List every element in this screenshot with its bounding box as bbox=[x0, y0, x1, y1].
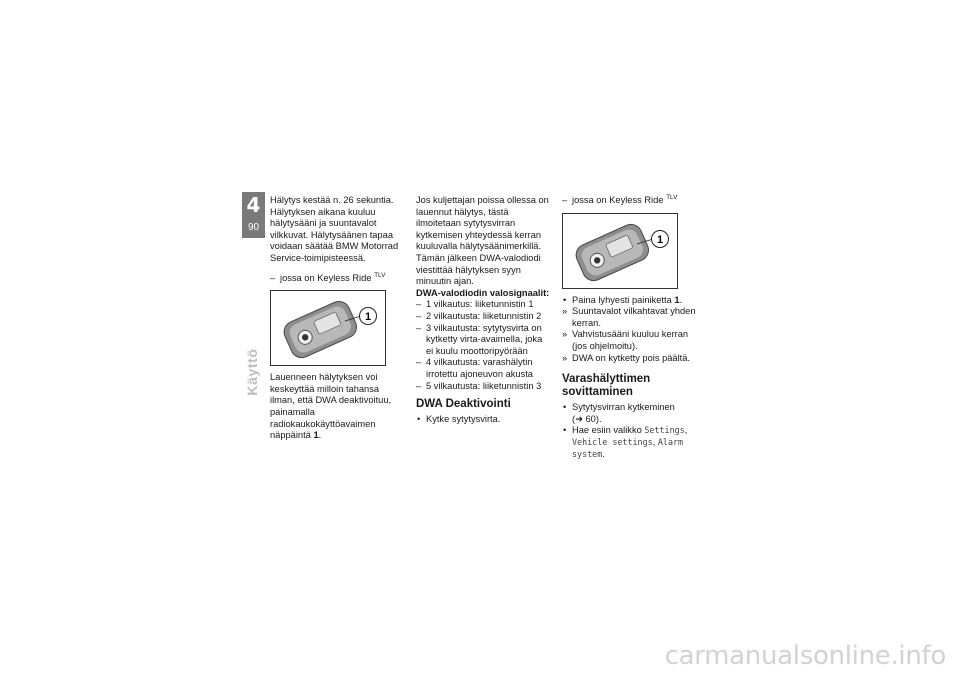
watermark: carmanualsonline.info bbox=[664, 641, 946, 671]
key-fob-figure bbox=[562, 213, 678, 289]
step-item: • Kytke sytytysvirta. bbox=[416, 414, 551, 426]
result-item: » Vahvistusääni kuuluu kerran (jos ohjelmoitu). bbox=[562, 329, 700, 352]
signal-item: – 2 vilkautusta: liiketunnistin 2 bbox=[416, 311, 551, 323]
page-ref: 60 bbox=[585, 413, 596, 424]
column-2 bbox=[416, 195, 551, 426]
callout-number: 1 bbox=[364, 311, 372, 324]
key-fob-icon bbox=[563, 214, 677, 288]
signal-item: – 5 vilkautusta: liiketunnistin 3 bbox=[416, 381, 551, 393]
button-ref: 1 bbox=[674, 294, 680, 305]
result-item: » DWA on kytketty pois päältä. bbox=[562, 353, 700, 365]
alarm-report-text: Jos kuljettajan poissa ollessa on lauennut hälytys, tästä ilmoitetaan sytytysvirran kytkemisen yhteydessä kerran kuuluvalla hälytysäänimerkillä. Tämän jälkeen DWA-valodiodi viestittää hälytyksen syyn minuutin ajan. bbox=[416, 195, 549, 287]
chapter-title bbox=[241, 332, 263, 412]
signal-item: – 1 vilkautus: liiketunnistin 1 bbox=[416, 299, 551, 311]
keyless-ride-condition bbox=[270, 273, 405, 285]
step-text: Sytytysvirran kytkeminen bbox=[572, 402, 675, 413]
result-item: » Suuntavalot vilkahtavat yhden kerran. bbox=[562, 306, 700, 329]
section-heading-deactivate: DWA Deaktivointi bbox=[416, 398, 511, 411]
callout-number: 1 bbox=[656, 233, 664, 246]
menu-path-vehicle-settings: Vehicle settings bbox=[572, 436, 653, 447]
step-item: • Paina lyhyesti painiketta 1. bbox=[562, 295, 700, 307]
column-3 bbox=[562, 195, 700, 460]
step-text: Paina lyhyesti painiketta bbox=[572, 294, 672, 305]
menu-path-settings: Settings bbox=[644, 425, 685, 436]
interrupt-text: Lauenneen hälytyksen voi keskeyttää milloin tahansa ilman, että DWA deaktivoituu, painamalla radiokaukokäyttöavaimen näppäintä bbox=[270, 372, 392, 441]
page-ref-arrow-icon: ➜ bbox=[575, 413, 583, 424]
signal-item: – 3 vilkautusta: sytytysvirta on kytketty virta-avaimella, joka ei kuulu moottoripyörään bbox=[416, 323, 551, 358]
chapter-title-text: Käyttö bbox=[244, 348, 260, 396]
tlv-superscript: TLV bbox=[374, 271, 386, 279]
chapter-number: 4 bbox=[246, 193, 261, 217]
key-fob-figure bbox=[270, 290, 386, 366]
page-number: 90 bbox=[247, 222, 260, 233]
signals-heading: DWA-valodiodin valosignaalit: bbox=[416, 287, 550, 298]
column-1 bbox=[270, 195, 405, 442]
key-fob-icon bbox=[271, 291, 385, 365]
condition-text: jossa on Keyless Ride bbox=[572, 195, 664, 205]
interrupt-alarm-text: Lauenneen hälytyksen voi keskeyttää milloin tahansa ilman, että DWA deaktivoituu, painamalla radiokaukokäyttöavaimen näppäintä 1. bbox=[270, 372, 392, 441]
signal-item: – 4 vilkautusta: varashälytin irrotettu ajoneuvon akusta bbox=[416, 357, 551, 380]
step-item: • Sytytysvirran kytkeminen (➜ 60). bbox=[562, 402, 700, 425]
step-text: Hae esiin valikko bbox=[572, 425, 642, 436]
alarm-duration-text: Hälytys kestää n. 26 sekuntia. Hälytyksen aikana kuuluu hälytysääni ja suuntavalot vilkkuvat. Hälytysäänen tapaa voidaan säätää BMW Motorrad Service-toimipisteessä. bbox=[270, 195, 399, 263]
keyless-ride-condition bbox=[562, 195, 700, 207]
step-item: • Hae esiin valikko Settings, Vehicle settings, Alarm system. bbox=[562, 425, 700, 460]
menu-path-alarm-system: Alarm system bbox=[572, 436, 684, 459]
condition-text: jossa on Keyless Ride bbox=[280, 272, 372, 283]
tlv-superscript: TLV bbox=[666, 193, 678, 201]
button-ref: 1 bbox=[313, 430, 319, 441]
section-heading-adjust: Varashälyttimen sovittaminen bbox=[562, 373, 651, 399]
